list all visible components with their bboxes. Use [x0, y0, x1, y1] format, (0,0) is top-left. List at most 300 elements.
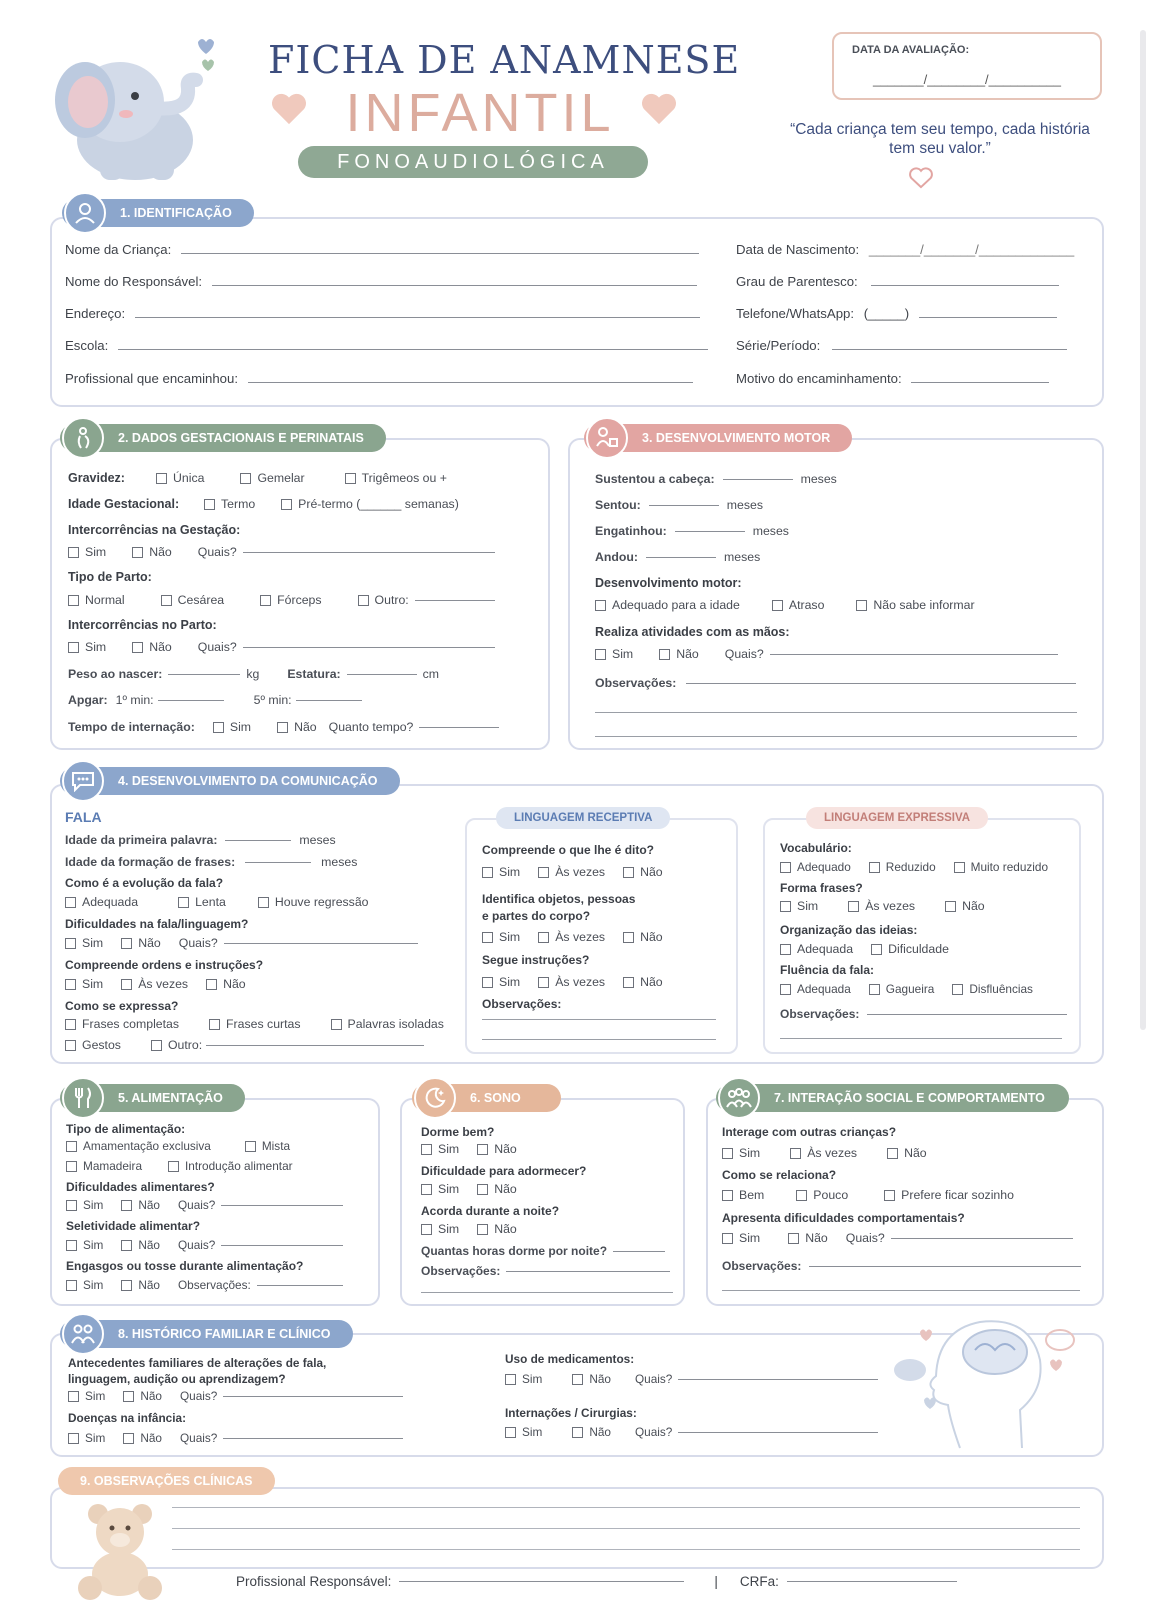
- which-label: Quais?: [177, 1198, 216, 1212]
- checkbox[interactable]: [132, 642, 143, 653]
- checkbox[interactable]: [281, 499, 292, 510]
- evaluation-date-label: DATA DA AVALIAÇÃO:: [852, 44, 970, 56]
- first-word-row[interactable]: [65, 833, 336, 847]
- checkbox[interactable]: [68, 1391, 79, 1402]
- family-history-question-a: Antecedentes familiares de alterações de fala,: [68, 1356, 327, 1370]
- option-label: Não: [149, 545, 172, 559]
- option-unica[interactable]: [156, 471, 204, 485]
- checkbox[interactable]: [65, 938, 76, 949]
- grade-row[interactable]: [736, 338, 1067, 353]
- option-nao[interactable]: [121, 1198, 160, 1212]
- option-label: Pré-termo (______ semanas): [298, 497, 459, 511]
- checkbox[interactable]: [722, 1148, 733, 1159]
- kinship-row[interactable]: [736, 274, 1059, 289]
- option-label: Não: [140, 1389, 162, 1403]
- option-nao[interactable]: [206, 977, 246, 991]
- option-label: Normal: [85, 593, 125, 607]
- checkbox[interactable]: [869, 862, 880, 873]
- checkbox[interactable]: [954, 862, 965, 873]
- option-label: Às vezes: [807, 1146, 858, 1160]
- receptive-q2a: Identifica objetos, pessoas: [482, 892, 636, 906]
- option-sim[interactable]: [482, 975, 520, 989]
- checkbox[interactable]: [780, 944, 791, 955]
- checkbox[interactable]: [790, 1148, 801, 1159]
- option-nao[interactable]: [121, 1238, 160, 1252]
- option-pouco[interactable]: [796, 1188, 848, 1202]
- motor-observations-line[interactable]: [595, 736, 1077, 737]
- kg-unit: kg: [246, 667, 260, 681]
- option-lenta[interactable]: [178, 895, 226, 909]
- option-label: Sim: [499, 975, 521, 989]
- option-sim[interactable]: [421, 1142, 459, 1156]
- option-sim[interactable]: [213, 720, 251, 734]
- checkbox[interactable]: [572, 1427, 583, 1438]
- heart-outline-icon: [908, 166, 934, 190]
- birth-type-options: [68, 593, 495, 607]
- checkbox[interactable]: [123, 1433, 134, 1444]
- child-name-row[interactable]: [65, 242, 713, 257]
- option-sim[interactable]: [722, 1146, 760, 1160]
- address-label: Endereço:: [65, 306, 126, 321]
- option-label: Sim: [82, 936, 104, 950]
- option-palavras-isoladas[interactable]: [331, 1017, 444, 1031]
- option-sim[interactable]: [65, 936, 103, 950]
- option-cesarea[interactable]: [161, 593, 224, 607]
- checkbox[interactable]: [68, 1433, 79, 1444]
- checkbox[interactable]: [260, 595, 271, 606]
- checkbox[interactable]: [156, 473, 167, 484]
- motor-observations-line[interactable]: [595, 712, 1077, 713]
- behavior-options: [722, 1231, 1073, 1245]
- option-nao[interactable]: [477, 1222, 517, 1236]
- checkbox[interactable]: [505, 1374, 516, 1385]
- checkbox[interactable]: [213, 722, 224, 733]
- option-nao[interactable]: [477, 1182, 517, 1196]
- months-unit: meses: [726, 498, 763, 512]
- option-nao[interactable]: [132, 545, 172, 559]
- option-sim[interactable]: [68, 1431, 105, 1445]
- checkbox[interactable]: [477, 1224, 488, 1235]
- option-label: Gemelar: [257, 471, 305, 485]
- speech-difficulty-options: [65, 936, 418, 950]
- option-outro[interactable]: [358, 593, 409, 607]
- fluency-options: [780, 982, 1033, 996]
- checkbox[interactable]: [168, 1161, 179, 1172]
- checkbox[interactable]: [123, 1391, 134, 1402]
- heart-icon-left: [270, 92, 308, 126]
- reason-row[interactable]: [736, 371, 1049, 386]
- months-unit: meses: [299, 833, 336, 847]
- head-control-row[interactable]: [595, 472, 837, 486]
- checkbox[interactable]: [121, 938, 132, 949]
- checkbox[interactable]: [623, 867, 634, 878]
- option-nao[interactable]: [788, 1231, 828, 1245]
- option-label: Houve regressão: [274, 895, 369, 909]
- checkbox[interactable]: [796, 1190, 807, 1201]
- referrer-row[interactable]: [65, 371, 713, 386]
- gestation-complications-question: Intercorrências na Gestação:: [68, 523, 241, 537]
- option-label: Às vezes: [555, 975, 606, 989]
- checkbox[interactable]: [121, 979, 132, 990]
- option-nao[interactable]: [659, 647, 699, 661]
- checkbox[interactable]: [65, 1040, 76, 1051]
- option-nao[interactable]: [123, 1389, 162, 1403]
- option-adequada[interactable]: [780, 942, 853, 956]
- clinical-observations-line[interactable]: [172, 1507, 1080, 1508]
- checkbox[interactable]: [421, 1184, 432, 1195]
- option-nao[interactable]: [123, 1431, 162, 1445]
- feeding-type-question: Tipo de alimentação:: [66, 1122, 186, 1136]
- checkbox[interactable]: [161, 595, 172, 606]
- sentences-row[interactable]: [65, 855, 357, 869]
- expressive-observations-row[interactable]: [780, 1007, 1067, 1021]
- weight-height-row[interactable]: [68, 667, 439, 681]
- option-nao[interactable]: [887, 1146, 927, 1160]
- option-mista[interactable]: [245, 1139, 290, 1153]
- section1-title: 1. IDENTIFICAÇÃO: [120, 206, 232, 220]
- hospitalizations-question: Internações / Cirurgias:: [505, 1406, 637, 1420]
- checkbox[interactable]: [538, 932, 549, 943]
- option-forceps[interactable]: [260, 593, 321, 607]
- checkbox[interactable]: [952, 984, 963, 995]
- option-label: Não: [962, 899, 985, 913]
- checkbox[interactable]: [780, 862, 791, 873]
- option-label: Adequado: [797, 860, 851, 874]
- checkbox[interactable]: [780, 984, 791, 995]
- option-label: Muito reduzido: [970, 860, 1049, 874]
- footer-row[interactable]: [236, 1574, 957, 1589]
- checkbox[interactable]: [538, 977, 549, 988]
- checkbox[interactable]: [572, 1374, 583, 1385]
- checkbox[interactable]: [258, 897, 269, 908]
- option-label: Sim: [438, 1142, 460, 1156]
- school-row[interactable]: [65, 338, 713, 353]
- option-reduzido[interactable]: [869, 860, 936, 874]
- option-frases-completas[interactable]: [65, 1017, 179, 1031]
- checkbox[interactable]: [482, 932, 493, 943]
- option-muito-reduzido[interactable]: [954, 860, 1048, 874]
- section3-title: 3. DESENVOLVIMENTO MOTOR: [642, 431, 831, 445]
- option-label: Não: [589, 1372, 611, 1386]
- option-disfluencias[interactable]: [952, 982, 1033, 996]
- option-label: Sim: [522, 1372, 543, 1386]
- option-as-vezes[interactable]: [790, 1146, 857, 1160]
- option-label: Reduzido: [885, 860, 936, 874]
- checkbox[interactable]: [871, 944, 882, 955]
- expressive-observations-line[interactable]: [780, 1038, 1062, 1039]
- sitting-row[interactable]: [595, 498, 763, 512]
- option-label: Sim: [85, 640, 107, 654]
- checkbox[interactable]: [477, 1184, 488, 1195]
- receptive-observations-line[interactable]: [482, 1019, 716, 1020]
- checkbox[interactable]: [884, 1190, 895, 1201]
- sleep-observations-line[interactable]: [421, 1292, 673, 1293]
- option-sim[interactable]: [65, 977, 103, 991]
- family-history-options: [68, 1389, 403, 1403]
- section6-title: 6. SONO: [470, 1091, 521, 1105]
- option-adequada[interactable]: [65, 895, 138, 909]
- checkbox[interactable]: [65, 897, 76, 908]
- which-label: Quais?: [178, 936, 218, 950]
- option-sim[interactable]: [780, 899, 818, 913]
- option-as-vezes[interactable]: [538, 930, 605, 944]
- phone-row[interactable]: [736, 306, 1057, 321]
- option-introducao[interactable]: [168, 1159, 293, 1173]
- option-nao[interactable]: [477, 1142, 517, 1156]
- checkbox[interactable]: [68, 642, 79, 653]
- checkbox[interactable]: [68, 595, 79, 606]
- checkbox[interactable]: [780, 901, 791, 912]
- option-sim[interactable]: [66, 1198, 103, 1212]
- checkbox[interactable]: [595, 600, 606, 611]
- checkbox[interactable]: [722, 1233, 733, 1244]
- checkbox[interactable]: [595, 649, 606, 660]
- checkbox[interactable]: [178, 897, 189, 908]
- checkbox[interactable]: [722, 1190, 733, 1201]
- baby-blocks-icon: [586, 417, 628, 459]
- checkbox[interactable]: [121, 1200, 132, 1211]
- section7-header: [716, 1084, 1069, 1112]
- option-nao[interactable]: [572, 1425, 611, 1439]
- checkbox[interactable]: [358, 595, 369, 606]
- title-line2: INFANTIL: [345, 83, 615, 143]
- checkbox[interactable]: [66, 1161, 77, 1172]
- hands-activity-options: [595, 647, 1058, 661]
- how-long-label: Quanto tempo?: [328, 720, 414, 734]
- checkbox[interactable]: [65, 1019, 76, 1030]
- option-as-vezes[interactable]: [848, 899, 915, 913]
- option-label: Adequada: [82, 895, 139, 909]
- option-sim[interactable]: [68, 640, 106, 654]
- option-frases-curtas[interactable]: [209, 1017, 300, 1031]
- checkbox[interactable]: [245, 1141, 256, 1152]
- option-nao[interactable]: [132, 640, 172, 654]
- option-label: Outro:: [374, 593, 409, 607]
- option-sim[interactable]: [595, 647, 633, 661]
- checkbox[interactable]: [623, 932, 634, 943]
- option-label: Sim: [797, 899, 819, 913]
- checkbox[interactable]: [121, 1280, 132, 1291]
- motor-development-question: Desenvolvimento motor:: [595, 576, 742, 590]
- checkbox[interactable]: [206, 979, 217, 990]
- option-nao[interactable]: [623, 975, 663, 989]
- checkbox[interactable]: [482, 867, 493, 878]
- option-adequado[interactable]: [595, 598, 740, 612]
- behavior-observations-row[interactable]: [722, 1259, 1081, 1273]
- option-gestos[interactable]: [65, 1038, 121, 1052]
- option-amamentacao[interactable]: [66, 1139, 211, 1153]
- option-sim[interactable]: [482, 930, 520, 944]
- option-nao[interactable]: [623, 930, 663, 944]
- option-as-vezes[interactable]: [538, 975, 605, 989]
- option-sim[interactable]: [722, 1231, 760, 1245]
- option-sim[interactable]: [66, 1278, 103, 1292]
- option-sim[interactable]: [505, 1425, 542, 1439]
- option-label: Sim: [438, 1222, 460, 1236]
- option-nao[interactable]: [121, 1278, 160, 1292]
- wakes-at-night-options: [421, 1222, 535, 1236]
- checkbox[interactable]: [505, 1427, 516, 1438]
- option-label: Introdução alimentar: [185, 1159, 293, 1173]
- option-nao[interactable]: [121, 936, 161, 950]
- option-atraso[interactable]: [772, 598, 825, 612]
- evaluation-date-field[interactable]: _______/________/__________: [873, 72, 1061, 87]
- family-icon: [62, 1313, 104, 1355]
- months-unit: meses: [724, 550, 761, 564]
- option-termo[interactable]: [204, 497, 255, 511]
- option-label: Mamadeira: [83, 1159, 143, 1173]
- interacts-options: [722, 1146, 945, 1160]
- option-prefere-sozinho[interactable]: [884, 1188, 1014, 1202]
- option-sim[interactable]: [421, 1222, 459, 1236]
- checkbox[interactable]: [66, 1141, 77, 1152]
- birthdate-label: Data de Nascimento:: [736, 242, 860, 257]
- clinical-observations-line[interactable]: [172, 1549, 1080, 1550]
- checkbox[interactable]: [421, 1144, 432, 1155]
- elephant-illustration: [40, 30, 230, 190]
- option-label: Sim: [612, 647, 634, 661]
- checkbox[interactable]: [66, 1240, 77, 1251]
- section5-header: [60, 1084, 245, 1112]
- option-bem[interactable]: [722, 1188, 764, 1202]
- checkbox[interactable]: [659, 649, 670, 660]
- checkbox[interactable]: [869, 984, 880, 995]
- option-label: Palavras isoladas: [347, 1017, 444, 1031]
- option-nao[interactable]: [277, 720, 317, 734]
- option-label: Sim: [739, 1146, 761, 1160]
- option-as-vezes[interactable]: [121, 977, 188, 991]
- sleeps-well-question: Dorme bem?: [421, 1125, 495, 1139]
- apgar-row[interactable]: [68, 693, 362, 707]
- option-outro[interactable]: [151, 1038, 202, 1052]
- vocabulary-question: Vocabulário:: [780, 841, 852, 855]
- option-label: Atraso: [788, 598, 825, 612]
- checkbox[interactable]: [66, 1200, 77, 1211]
- crfa-label: CRFa:: [739, 1574, 779, 1589]
- forms-sentences-options: [780, 899, 1003, 913]
- option-label: Não: [676, 647, 699, 661]
- option-nao[interactable]: [945, 899, 985, 913]
- option-normal[interactable]: [68, 593, 125, 607]
- checkbox[interactable]: [788, 1233, 799, 1244]
- wakes-at-night-question: Acorda durante a noite?: [421, 1204, 560, 1218]
- head-control-label: Sustentou a cabeça:: [595, 472, 715, 486]
- receptive-observations-line[interactable]: [482, 1039, 716, 1040]
- clinical-observations-line[interactable]: [172, 1528, 1080, 1529]
- option-label: Sim: [85, 1431, 106, 1445]
- checkbox[interactable]: [209, 1019, 220, 1030]
- birthdate-row[interactable]: [736, 242, 1074, 257]
- checkbox[interactable]: [132, 547, 143, 558]
- hospitalizations-options: [505, 1425, 878, 1439]
- option-sim[interactable]: [68, 1389, 105, 1403]
- checkbox[interactable]: [482, 977, 493, 988]
- checkbox[interactable]: [277, 722, 288, 733]
- option-sim[interactable]: [68, 545, 106, 559]
- option-as-vezes[interactable]: [538, 865, 605, 879]
- option-mamadeira[interactable]: [66, 1159, 142, 1173]
- sleep-observations-row[interactable]: [421, 1264, 670, 1278]
- checkbox[interactable]: [204, 499, 215, 510]
- guardian-name-row[interactable]: [65, 274, 713, 289]
- checkbox[interactable]: [772, 600, 783, 611]
- checkbox[interactable]: [477, 1144, 488, 1155]
- option-label: Adequado para a idade: [612, 598, 740, 612]
- option-label: Não: [138, 936, 161, 950]
- option-label: Não: [494, 1142, 517, 1156]
- option-sim[interactable]: [421, 1182, 459, 1196]
- falling-asleep-question: Dificuldade para adormecer?: [421, 1164, 587, 1178]
- option-gemelar[interactable]: [240, 471, 304, 485]
- option-adequada[interactable]: [780, 982, 851, 996]
- option-label: Gestos: [82, 1038, 121, 1052]
- option-sim[interactable]: [66, 1238, 103, 1252]
- option-nao[interactable]: [572, 1372, 611, 1386]
- quote-text: “Cada criança tem seu tempo, cada história tem seu valor.”: [790, 121, 1090, 157]
- option-sim[interactable]: [505, 1372, 542, 1386]
- evaluation-date-box[interactable]: [832, 32, 1102, 100]
- walking-row[interactable]: [595, 550, 760, 564]
- gestures-row: [65, 1038, 424, 1052]
- checkbox[interactable]: [856, 600, 867, 611]
- option-sim[interactable]: [482, 865, 520, 879]
- medication-question: Uso de medicamentos:: [505, 1352, 635, 1366]
- checkbox[interactable]: [65, 979, 76, 990]
- checkbox[interactable]: [151, 1040, 162, 1051]
- option-label: Amamentação exclusiva: [83, 1139, 211, 1153]
- checkbox[interactable]: [887, 1148, 898, 1159]
- option-nao[interactable]: [623, 865, 663, 879]
- medication-options: [505, 1372, 878, 1386]
- which-label: Quais?: [634, 1425, 673, 1439]
- checkbox[interactable]: [121, 1240, 132, 1251]
- option-label: Trigêmeos ou +: [361, 471, 447, 485]
- checkbox[interactable]: [345, 473, 356, 484]
- checkbox[interactable]: [240, 473, 251, 484]
- option-label: Não: [640, 930, 663, 944]
- option-label: Não: [223, 977, 246, 991]
- family-history-question-b: linguagem, audição ou aprendizagem?: [68, 1372, 286, 1386]
- option-dificuldade[interactable]: [871, 942, 949, 956]
- speech-evolution-options: [65, 895, 387, 909]
- feeding-type-options-1: [66, 1139, 308, 1153]
- speech-evolution-question: Como é a evolução da fala?: [65, 876, 224, 890]
- sleep-hours-row[interactable]: [421, 1244, 665, 1258]
- checkbox[interactable]: [538, 867, 549, 878]
- address-row[interactable]: [65, 306, 713, 321]
- crawling-row[interactable]: [595, 524, 789, 538]
- option-label: Não: [640, 975, 663, 989]
- option-label: Outro:: [167, 1038, 203, 1052]
- option-nao-sabe[interactable]: [856, 598, 974, 612]
- option-trigemeos[interactable]: [345, 471, 447, 485]
- checkbox[interactable]: [68, 547, 79, 558]
- checkbox[interactable]: [623, 977, 634, 988]
- checkbox[interactable]: [945, 901, 956, 912]
- option-gagueira[interactable]: [869, 982, 935, 996]
- checkbox[interactable]: [66, 1280, 77, 1291]
- option-preterm[interactable]: [281, 497, 459, 511]
- option-adequado[interactable]: [780, 860, 851, 874]
- section3-header: [584, 424, 852, 452]
- checkbox[interactable]: [848, 901, 859, 912]
- behavior-observations-line[interactable]: [722, 1290, 1080, 1291]
- option-label: Sim: [739, 1231, 761, 1245]
- option-regressao[interactable]: [258, 895, 369, 909]
- checkbox[interactable]: [421, 1224, 432, 1235]
- checkbox[interactable]: [331, 1019, 342, 1030]
- motor-observations-row[interactable]: [595, 676, 1076, 690]
